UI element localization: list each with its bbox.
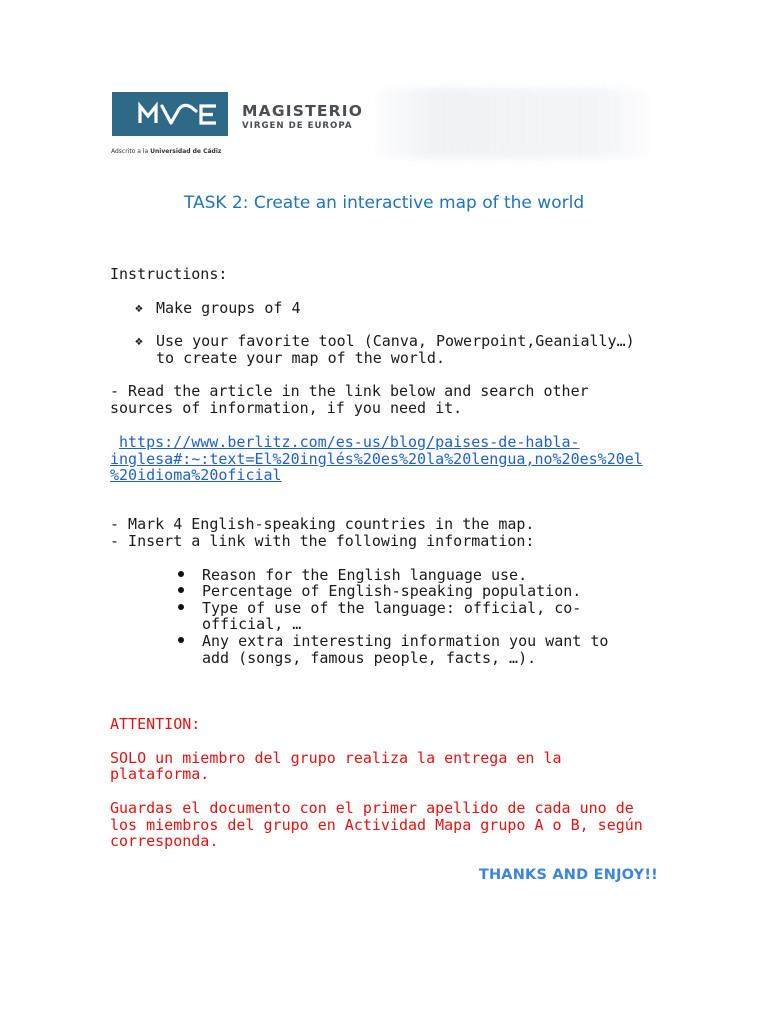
diamond-bullet-icon: ❖ <box>135 334 143 349</box>
attention-solo-line: SOLO un miembro del grupo realiza la entrega en la <box>110 749 562 767</box>
bullet-dot-icon <box>178 571 184 577</box>
attention-label: ATTENTION: <box>110 715 201 733</box>
insert-link-line: - Insert a link with the following information: <box>110 532 535 550</box>
info-bullet-percentage: Percentage of English-speaking population. <box>202 582 582 600</box>
header-background-fade <box>365 88 655 158</box>
info-bullet-type: Type of use of the language: official, co- <box>202 599 582 617</box>
closing-message: THANKS AND ENJOY!! <box>478 867 658 883</box>
attention-save-line-2: los miembros del grupo en Actividad Mapa grupo A o B, según <box>110 816 643 834</box>
info-bullet-reason: Reason for the English language use. <box>202 566 528 584</box>
affiliation-prefix: Adscrito a la <box>111 148 151 155</box>
institution-subtitle: VIRGEN DE EUROPA <box>242 121 353 131</box>
read-article-line: - Read the article in the link below and search other <box>110 382 589 400</box>
article-link-continued[interactable]: inglesa#:~:text=El%20inglés%20es%20la%20lengua,no%20es%20el <box>110 450 643 468</box>
bullet-dot-icon <box>178 637 184 643</box>
article-link-end[interactable]: %20idioma%20oficial <box>110 466 282 484</box>
institution-name: MAGISTERIO <box>242 102 364 120</box>
mve-logo-icon <box>112 92 228 136</box>
bullet-use-tool: Use your favorite tool (Canva, Powerpoint,Geanially…) <box>156 332 635 350</box>
diamond-bullet-icon: ❖ <box>135 301 143 316</box>
info-bullet-extra: Any extra interesting information you want to <box>202 632 609 650</box>
attention-save-line: Guardas el documento con el primer apellido de cada uno de <box>110 799 634 817</box>
bullet-dot-icon <box>178 587 184 593</box>
attention-solo-line-continued: plataforma. <box>110 765 210 783</box>
instructions-label: Instructions: <box>110 265 228 283</box>
bullet-use-tool-continued: to create your map of the world. <box>156 349 445 367</box>
info-bullet-type-continued: official, … <box>202 615 302 633</box>
mark-countries-line: - Mark 4 English-speaking countries in the map. <box>110 515 535 533</box>
article-link[interactable]: https://www.berlitz.com/es-us/blog/paises-de-habla- <box>119 433 580 451</box>
affiliation-note <box>111 148 221 155</box>
task-title: TASK 2: Create an interactive map of the world <box>183 193 585 213</box>
bullet-dot-icon <box>178 604 184 610</box>
bullet-make-groups: Make groups of 4 <box>156 299 301 317</box>
read-article-line-continued: sources of information, if you need it. <box>110 399 463 417</box>
affiliation-university: Universidad de Cádiz <box>150 148 222 155</box>
institution-logo-mark <box>112 92 228 136</box>
attention-save-line-3: corresponda. <box>110 832 219 850</box>
info-bullet-extra-continued: add (songs, famous people, facts, …). <box>202 649 537 667</box>
header-logo <box>110 88 655 160</box>
